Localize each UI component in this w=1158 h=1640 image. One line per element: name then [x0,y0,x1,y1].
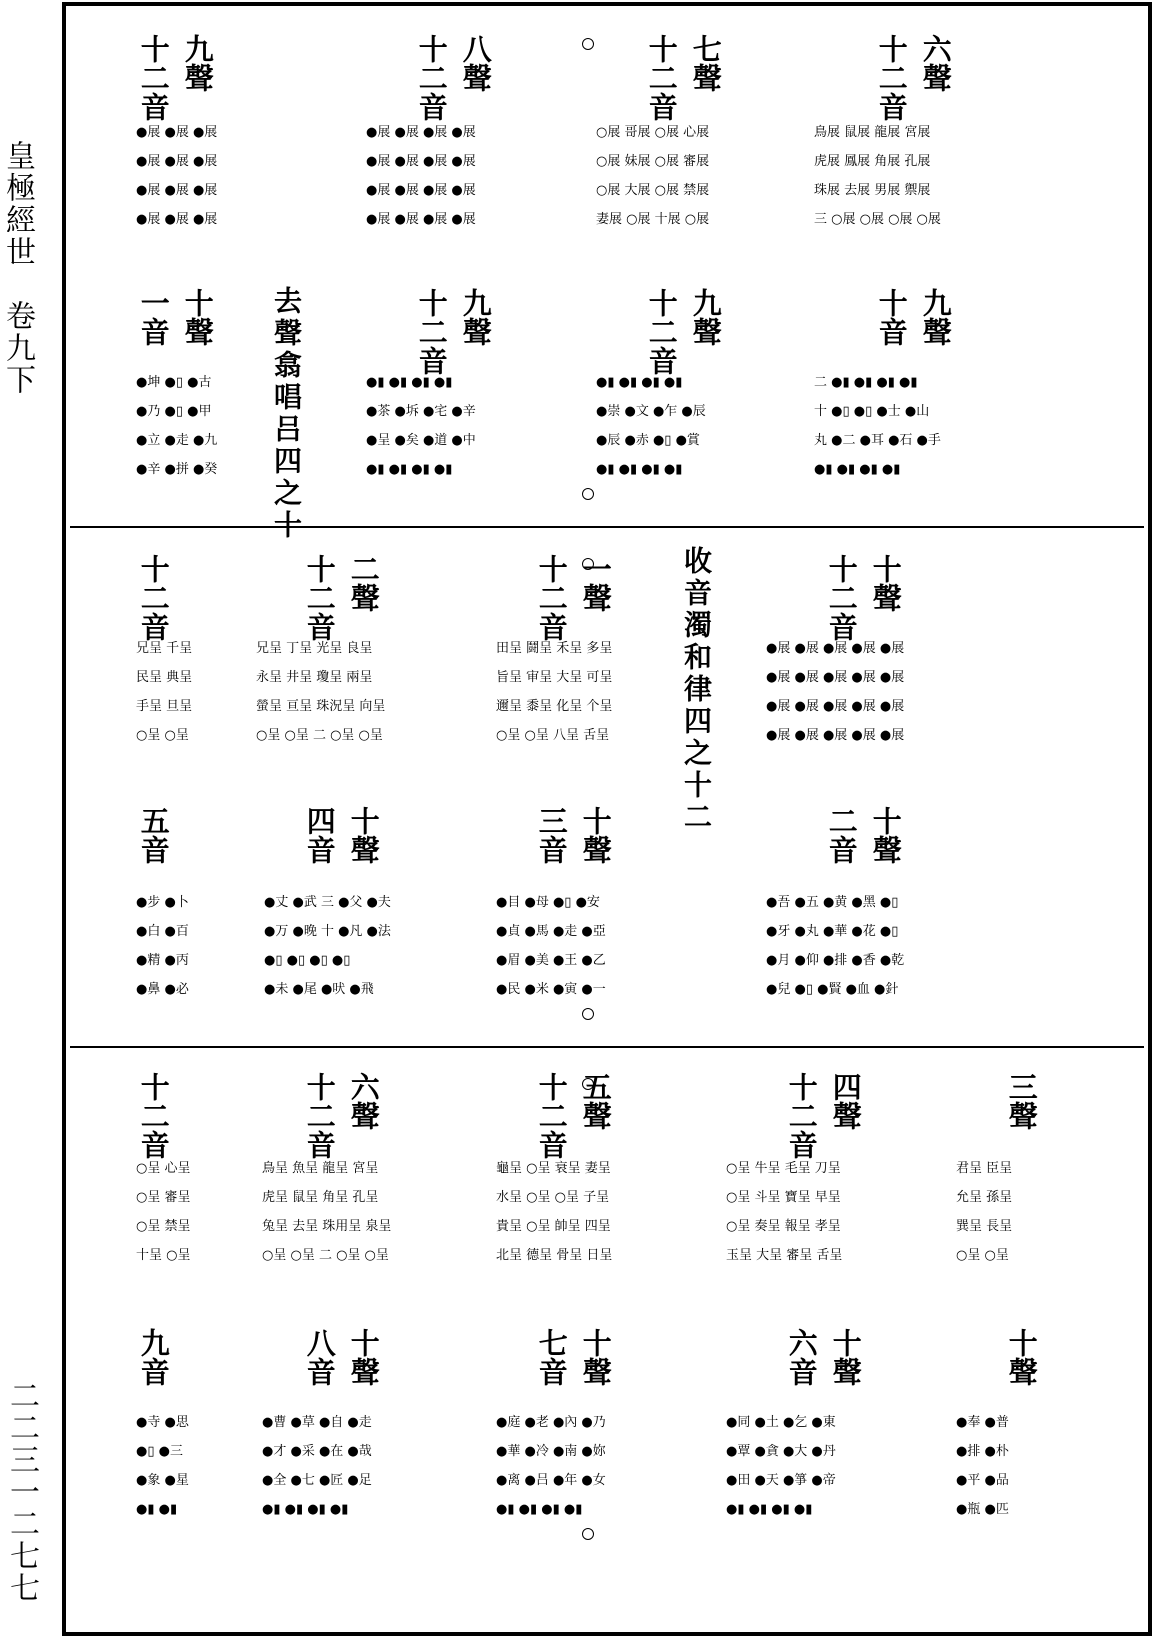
rhyme-row: ○呈 奏呈 報呈 孝呈 [726,1219,841,1234]
rhyme-row: ●▮ ●▮ ●▮ ●▮ [366,462,453,477]
block-header: 十二音 [784,1072,819,1159]
block-header: 八聲 [458,34,493,92]
rhyme-row: 旨呈 审呈 大呈 可呈 [496,670,613,685]
rhyme-row: ○展 妹展 ○展 審展 [596,154,710,169]
rhyme-row: ●吾 ●五 ●黄 ●黑 ●▯ [766,895,899,910]
rhyme-row: ●展 ●展 ●展 ●展 ●展 [766,670,905,685]
rhyme-row: ●目 ●母 ●▯ ●安 [496,895,600,910]
block-header: 十聲 [180,288,215,346]
rhyme-row: ●▯ ●三 [136,1444,183,1459]
rhyme-table [136,118,217,234]
rhyme-row: 田呈 鬪呈 禾呈 多呈 [496,641,613,656]
block-header: 六音 [784,1328,819,1386]
rhyme-row: ●平 ●品 [956,1473,1009,1488]
page-frame [62,2,1152,1636]
circle-mark [582,1008,594,1020]
rhyme-table [766,888,904,1004]
rhyme-row: ●民 ●米 ●寅 ●一 [496,982,606,997]
rhyme-table [262,1154,391,1270]
rhyme-row: ●▮ ●▮ ●▮ ●▮ [814,462,901,477]
rhyme-row: ●才 ●采 ●在 ●哉 [262,1444,372,1459]
block-header: 三聲 [1004,1072,1039,1130]
divider-bottom [70,1046,1144,1048]
rhyme-row: ●步 ●卜 [136,895,189,910]
rhyme-row: ●寺 ●思 [136,1415,189,1430]
rhyme-row: ●精 ●丙 [136,953,189,968]
margin-page-number: 二二三一二七七 [4,1380,39,1604]
rhyme-table [136,634,192,750]
rhyme-row: ○呈 禁呈 [136,1219,191,1234]
block-header: 九聲 [458,288,493,346]
rhyme-row: ●白 ●百 [136,924,189,939]
rhyme-row: ○呈 斗呈 寶呈 早呈 [726,1190,841,1205]
rhyme-row: ●覃 ●貪 ●大 ●丹 [726,1444,836,1459]
rhyme-row: ●排 ●朴 [956,1444,1009,1459]
block-header: 二聲 [346,554,381,612]
block-header: 三音 [534,806,569,864]
rhyme-row: ●丈 ●武 三 ●父 ●夫 [264,895,391,910]
rhyme-table [596,368,706,484]
rhyme-row: ●展 ●展 ●展 [136,154,218,169]
rhyme-table [366,368,476,484]
rhyme-row: ●展 ●展 ●展 ●展 ●展 [766,641,905,656]
rhyme-row: ●象 ●星 [136,1473,189,1488]
rhyme-table [264,888,391,1004]
block-header: 九聲 [688,288,723,346]
rhyme-table [596,118,709,234]
block-header: 十二音 [136,1072,171,1159]
rhyme-row: 君呈 臣呈 [956,1161,1013,1176]
block-header: 十聲 [346,1328,381,1386]
block-header: 九聲 [918,288,953,346]
block-header: 四音 [302,806,337,864]
block-header: 二音 [824,806,859,864]
rhyme-row: ●未 ●尾 ●吠 ●飛 [264,982,374,997]
rhyme-row: ●▮ ●▮ ●▮ ●▮ [262,1502,349,1517]
rhyme-row: 北呈 德呈 骨呈 日呈 [496,1248,613,1263]
rhyme-row: ●展 ●展 ●展 [136,183,218,198]
block-header: 十二音 [644,288,679,375]
rhyme-table [496,634,612,750]
section-title-qu-sheng: 去聲翕唱吕四之十 [270,286,303,542]
rhyme-table [256,634,385,750]
rhyme-row: 民呈 典呈 [136,670,193,685]
rhyme-row: ●辰 ●赤 ●▯ ●賞 [596,433,700,448]
rhyme-row: ●展 ●展 ●展 ●展 ●展 [766,728,905,743]
rhyme-row: ○呈 ○呈 八呈 舌呈 [496,728,610,743]
rhyme-row: 鳥展 鼠展 龍展 宮展 [814,125,931,140]
rhyme-row: ●華 ●冷 ●南 ●妳 [496,1444,606,1459]
rhyme-row: 妻展 ○展 十展 ○展 [596,212,710,227]
rhyme-row: ○呈 心呈 [136,1161,191,1176]
rhyme-row: 虎展 鳳展 角展 孔展 [814,154,931,169]
rhyme-row: ●展 ●展 ●展 ●展 [366,183,476,198]
rhyme-row: ●▮ ●▮ [136,1502,178,1517]
rhyme-row: 允呈 孫呈 [956,1190,1013,1205]
rhyme-row: ●月 ●仰 ●排 ●香 ●乾 [766,953,905,968]
block-header: 十聲 [868,554,903,612]
rhyme-row: ●田 ●天 ●箏 ●帝 [726,1473,836,1488]
rhyme-row: 邇呈 黍呈 化呈 个呈 [496,699,613,714]
block-header: 十二音 [534,1072,569,1159]
rhyme-table [956,1408,1009,1524]
rhyme-table [814,368,941,484]
rhyme-row: ●▮ ●▮ ●▮ ●▮ [496,1502,583,1517]
rhyme-row: ●瓶 ●匹 [956,1502,1009,1517]
rhyme-row: ●▮ ●▮ ●▮ ●▮ [596,462,683,477]
rhyme-row: 貴呈 ○呈 帥呈 四呈 [496,1219,611,1234]
rhyme-row: ●鼻 ●必 [136,982,189,997]
block-header: 十聲 [828,1328,863,1386]
block-header: 五音 [136,806,171,864]
block-header: 十二音 [302,554,337,641]
rhyme-row: 螢呈 亘呈 珠況呈 向呈 [256,699,386,714]
block-header: 十音 [874,288,909,346]
rhyme-row: ○呈 ○呈 [136,728,189,743]
margin-book-title: 皇極經世 卷九下 [0,140,35,396]
rhyme-row: ●展 ●展 ●展 ●展 [366,154,476,169]
block-header: 十二音 [136,554,171,641]
divider-top [70,526,1144,528]
block-header: 八音 [302,1328,337,1386]
section-title-shou-yin: 收音濁和律四之十二 [680,546,713,834]
rhyme-row: ○呈 ○呈 二 ○呈 ○呈 [262,1248,389,1263]
rhyme-row: ○呈 ○呈 [956,1248,1009,1263]
rhyme-row: ●同 ●土 ●乞 ●東 [726,1415,836,1430]
block-header: 四聲 [828,1072,863,1130]
block-header: 五聲 [578,1072,613,1130]
block-header: 十二音 [136,34,171,121]
block-header: 六聲 [346,1072,381,1130]
rhyme-table [496,1408,606,1524]
rhyme-row: 二 ●▮ ●▮ ●▮ ●▮ [814,375,918,390]
rhyme-row: ●崇 ●文 ●乍 ●辰 [596,404,706,419]
rhyme-row: 珠展 去展 男展 禦展 [814,183,931,198]
rhyme-row: ●兒 ●▯ ●賢 ●血 ●針 [766,982,899,997]
block-header: 十二音 [302,1072,337,1159]
rhyme-row: ●展 ●展 ●展 ●展 [366,212,476,227]
rhyme-table [496,888,606,1004]
rhyme-row: ●立 ●走 ●九 [136,433,218,448]
rhyme-table [262,1408,372,1524]
circle-mark [582,488,594,500]
rhyme-row: 永呈 井呈 瓊呈 兩呈 [256,670,373,685]
block-header: 十二音 [874,34,909,121]
rhyme-row: ○展 大展 ○展 禁展 [596,183,710,198]
rhyme-row: ●▮ ●▮ ●▮ ●▮ [726,1502,813,1517]
rhyme-row: ●展 ●展 ●展 [136,125,218,140]
rhyme-table [726,1408,836,1524]
block-header: 一聲 [578,554,613,612]
rhyme-row: ●呈 ●矣 ●道 ●中 [366,433,476,448]
rhyme-row: 手呈 旦呈 [136,699,193,714]
rhyme-table [366,118,476,234]
rhyme-row: 丸 ●二 ●耳 ●石 ●手 [814,433,941,448]
rhyme-table [136,368,217,484]
rhyme-row: ●全 ●七 ●匠 ●足 [262,1473,372,1488]
block-header: 九音 [136,1328,171,1386]
block-header: 十聲 [578,806,613,864]
block-header: 十二音 [414,34,449,121]
rhyme-row: 水呈 ○呈 ○呈 子呈 [496,1190,610,1205]
rhyme-row: ○呈 審呈 [136,1190,191,1205]
block-header: 十二音 [534,554,569,641]
rhyme-table [726,1154,842,1270]
block-header: 十聲 [868,806,903,864]
rhyme-row: 三 ○展 ○展 ○展 ○展 [814,212,941,227]
block-header: 十聲 [578,1328,613,1386]
rhyme-row: 玉呈 大呈 審呈 舌呈 [726,1248,843,1263]
rhyme-row: ●▯ ●▯ ●▯ ●▯ [264,953,351,968]
block-header: 九聲 [180,34,215,92]
rhyme-row: ●▮ ●▮ ●▮ ●▮ [366,375,453,390]
rhyme-row: ●貞 ●馬 ●走 ●亞 [496,924,606,939]
rhyme-row: ●展 ●展 ●展 ●展 ●展 [766,699,905,714]
block-header: 十二音 [824,554,859,641]
rhyme-row: 龜呈 ○呈 衰呈 妻呈 [496,1161,611,1176]
rhyme-row: ●茶 ●坼 ●宅 ●辛 [366,404,476,419]
circle-mark [582,38,594,50]
rhyme-table [814,118,941,234]
block-header: 十二音 [414,288,449,375]
rhyme-row: ●坤 ●▯ ●古 [136,375,212,390]
block-header: 十聲 [346,806,381,864]
block-header: 十二音 [644,34,679,121]
rhyme-row: ●展 ●展 ●展 [136,212,218,227]
rhyme-table [766,634,904,750]
rhyme-row: 兔呈 去呈 珠用呈 泉呈 [262,1219,392,1234]
rhyme-row: 兄呈 千呈 [136,641,193,656]
rhyme-row: ●▮ ●▮ ●▮ ●▮ [596,375,683,390]
rhyme-row: ●乃 ●▯ ●甲 [136,404,212,419]
rhyme-row: 十 ●▯ ●▯ ●士 ●山 [814,404,930,419]
rhyme-table [136,1408,189,1524]
circle-mark [582,1528,594,1540]
rhyme-row: 鳥呈 魚呈 龍呈 宮呈 [262,1161,379,1176]
block-header: 一音 [136,288,171,346]
rhyme-row: ●庭 ●老 ●內 ●乃 [496,1415,606,1430]
rhyme-row: ○展 哥展 ○展 心展 [596,125,710,140]
rhyme-row: 巽呈 長呈 [956,1219,1013,1234]
rhyme-row: ○呈 牛呈 毛呈 刀呈 [726,1161,841,1176]
block-header: 十聲 [1004,1328,1039,1386]
rhyme-table [136,888,189,1004]
rhyme-row: ●牙 ●丸 ●華 ●花 ●▯ [766,924,899,939]
rhyme-row: 虎呈 鼠呈 角呈 孔呈 [262,1190,379,1205]
rhyme-row: ●奉 ●普 [956,1415,1009,1430]
block-header: 七聲 [688,34,723,92]
rhyme-table [956,1154,1012,1270]
block-header: 七音 [534,1328,569,1386]
rhyme-row: ●万 ●晚 十 ●凡 ●法 [264,924,391,939]
rhyme-row: ●曹 ●草 ●自 ●走 [262,1415,372,1430]
rhyme-table [136,1154,190,1270]
rhyme-row: 兄呈 丁呈 光呈 良呈 [256,641,373,656]
rhyme-row: ●展 ●展 ●展 ●展 [366,125,476,140]
block-header: 六聲 [918,34,953,92]
rhyme-row: ○呈 ○呈 二 ○呈 ○呈 [256,728,383,743]
rhyme-table [496,1154,612,1270]
rhyme-row: ●离 ●吕 ●年 ●女 [496,1473,606,1488]
rhyme-row: ●眉 ●美 ●王 ●乙 [496,953,606,968]
rhyme-row: ●辛 ●拼 ●癸 [136,462,218,477]
rhyme-row: 十呈 ○呈 [136,1248,191,1263]
